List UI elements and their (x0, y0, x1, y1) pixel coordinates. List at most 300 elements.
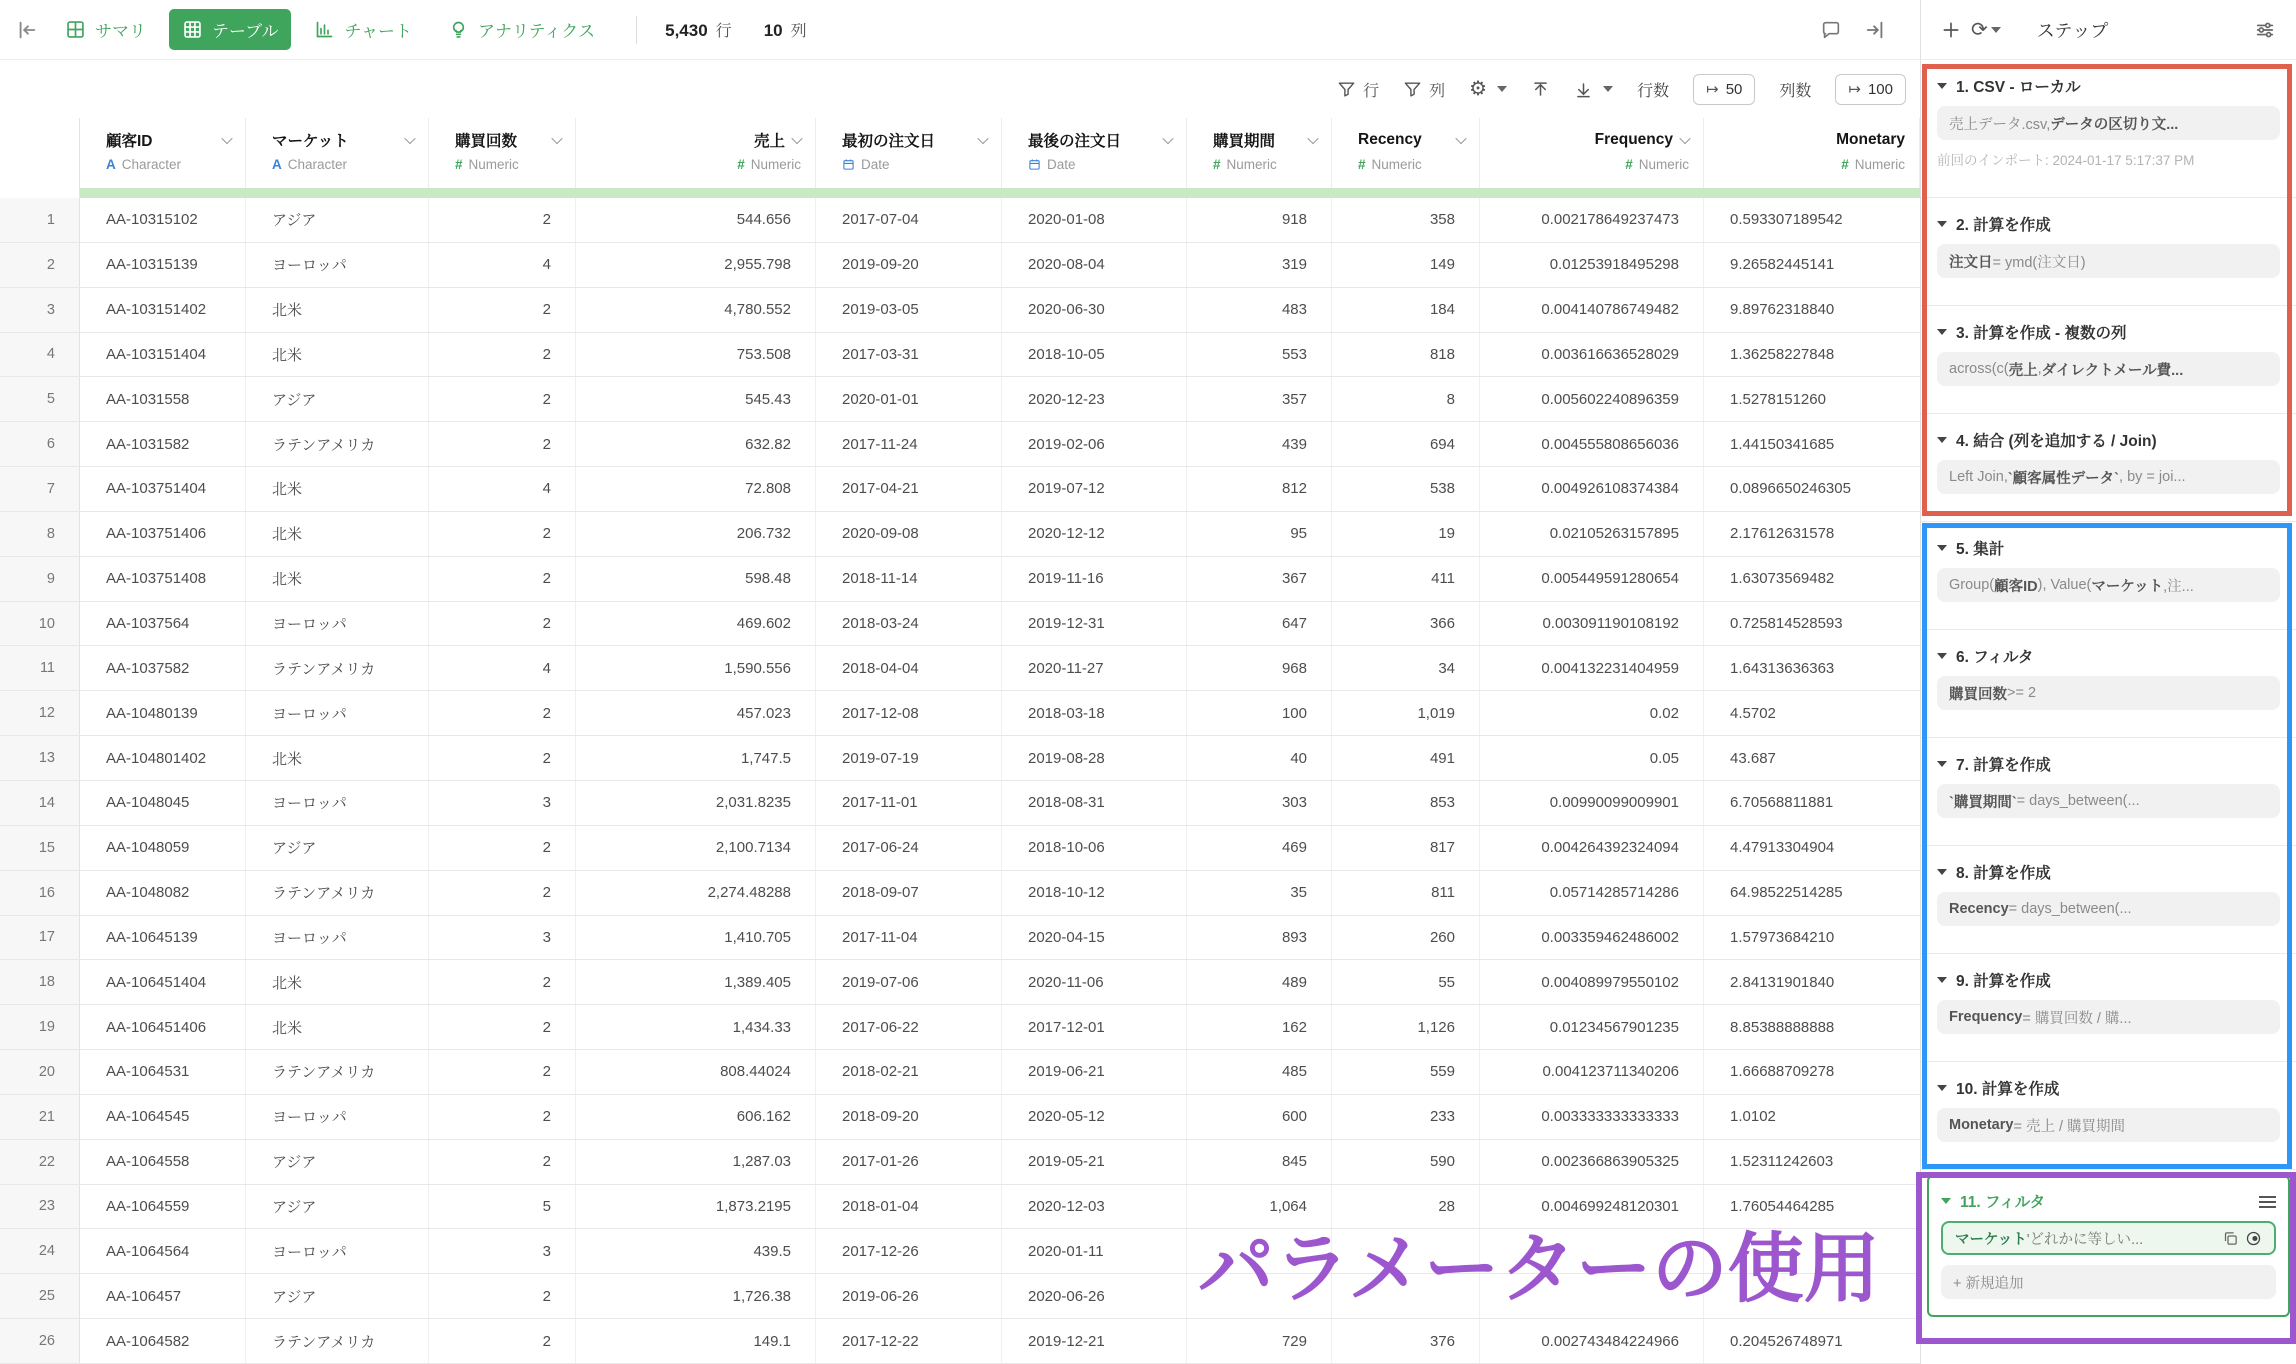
cell: 2019-03-05 (816, 288, 1002, 332)
cell: 0.204526748971 (1730, 1332, 1843, 1350)
calendar-icon (1028, 158, 1041, 171)
cell: 590 (1332, 1140, 1480, 1184)
step-expand-triangle-icon[interactable] (1937, 329, 1947, 335)
cell: 2019-07-12 (1002, 467, 1187, 511)
tab-chart[interactable] (301, 9, 425, 50)
cell (1704, 1229, 1920, 1273)
view-tabs (52, 9, 608, 50)
row-number-header (0, 118, 80, 198)
cell: 2020-01-01 (816, 377, 1002, 421)
cell: 469.602 (576, 602, 816, 646)
filter-rows-button[interactable]: 行 (1337, 78, 1379, 101)
step-pill[interactable]: 注文日 = ymd(注文日) (1937, 244, 2280, 278)
sort-chevron-icon[interactable] (1162, 133, 1173, 144)
cell: 2017-12-26 (816, 1229, 1002, 1273)
cell: 2020-11-06 (1002, 960, 1187, 1004)
step-expand-triangle-icon[interactable] (1937, 869, 1947, 875)
refresh-icon[interactable]: ⟳ (1971, 20, 2001, 40)
column-header-マーケット[interactable] (246, 118, 429, 198)
cell: ラテンアメリカ (246, 1319, 429, 1363)
cell: 2018-10-05 (1002, 333, 1187, 377)
cell: 北米 (246, 960, 429, 1004)
steps-panel-header (1920, 0, 2296, 59)
column-name-row (455, 128, 561, 152)
cell: 812 (1187, 467, 1332, 511)
column-type-label: Numeric (750, 157, 801, 172)
step-title-row (1937, 76, 2280, 96)
menu-icon[interactable] (2259, 1194, 2276, 1208)
cell: 4 (429, 243, 576, 287)
cell: 北米 (246, 557, 429, 601)
cell: ラテンアメリカ (246, 422, 429, 466)
cell: 2017-06-24 (816, 826, 1002, 870)
cell: AA-1048082 (80, 871, 246, 915)
column-name-row (1730, 128, 1905, 152)
cell: 0.0896650246305 (1730, 480, 1851, 498)
step-pill[interactable]: + 新規追加 (1941, 1265, 2276, 1299)
cell: 2020-08-04 (1002, 243, 1187, 287)
cell: AA-1048059 (80, 826, 246, 870)
table-row (0, 467, 1920, 512)
row-number-cell: 19 (0, 1005, 80, 1049)
cell: 72.808 (576, 467, 816, 511)
column-type-row (1506, 157, 1689, 172)
step-item-5[interactable] (1921, 522, 2296, 630)
table-row (0, 1185, 1920, 1230)
column-name-row (106, 128, 231, 152)
top-bar (0, 0, 2296, 60)
step-pill[interactable]: Frequency = 購買回数 / 購... (1937, 1000, 2280, 1034)
cell: 2017-12-08 (816, 691, 1002, 735)
cell: 206.732 (576, 512, 816, 556)
cell: 5 (429, 1185, 576, 1229)
cell: 2019-09-20 (816, 243, 1002, 287)
cell: 319 (1187, 243, 1332, 287)
cell: 0.005602240896359 (1480, 377, 1704, 421)
funnel-icon (1337, 80, 1356, 99)
numeric-type-icon: # (1625, 157, 1633, 172)
filter-columns-button[interactable]: 列 (1403, 78, 1445, 101)
cell: 2 (429, 602, 576, 646)
cell: 2017-01-26 (816, 1140, 1002, 1184)
step-item-8[interactable] (1921, 846, 2296, 954)
cell: 2,031.8235 (576, 781, 816, 825)
table-row (0, 512, 1920, 557)
sort-chevron-icon[interactable] (1307, 133, 1318, 144)
numeric-type-icon: # (1213, 157, 1221, 172)
column-name: マーケット (272, 133, 349, 150)
cell: 2018-10-12 (1002, 871, 1187, 915)
cell: AA-1064559 (80, 1185, 246, 1229)
column-name: Recency (1358, 131, 1422, 148)
cell: 3 (429, 1229, 576, 1273)
cell: 2 (429, 1050, 576, 1094)
column-name: 最後の注文日 (1028, 133, 1122, 150)
cell: 853 (1332, 781, 1480, 825)
character-type-icon: A (106, 157, 116, 172)
table-row (0, 557, 1920, 602)
cell: 34 (1332, 646, 1480, 690)
mapsto-icon: ↦ (1706, 81, 1719, 98)
step-pill[interactable]: 購買回数 >= 2 (1937, 676, 2280, 710)
cell: 457.023 (576, 691, 816, 735)
cell: 2018-02-21 (816, 1050, 1002, 1094)
cell: 2 (429, 422, 576, 466)
column-type-row (455, 157, 561, 172)
cell: ヨーロッパ (246, 1229, 429, 1273)
numeric-type-icon: # (1358, 157, 1366, 172)
toggle-icon[interactable] (2245, 1230, 2262, 1247)
column-type-label: Numeric (468, 157, 519, 172)
step-title: 3. 計算を作成 - 複数の列 (1956, 325, 2127, 342)
row-number-cell: 22 (0, 1140, 80, 1184)
step-title: 9. 計算を作成 (1956, 973, 2051, 990)
cell: 2019-06-26 (816, 1274, 1002, 1318)
pill-icons (2215, 1230, 2262, 1247)
step-expand-triangle-icon[interactable] (1937, 437, 1947, 443)
comment-icon[interactable] (1820, 19, 1842, 41)
step-item-10[interactable] (1921, 1062, 2296, 1170)
column-type-label: Numeric (1371, 157, 1422, 172)
column-name: 顧客ID (106, 133, 153, 150)
cell: 2 (429, 377, 576, 421)
column-header-Monetary[interactable] (1704, 118, 1920, 198)
cell (1704, 1274, 1920, 1318)
row-number-cell: 9 (0, 557, 80, 601)
row-number-cell: 6 (0, 422, 80, 466)
funnel-icon (1403, 80, 1422, 99)
cell: 0.003333333333333 (1480, 1095, 1704, 1139)
cell: 2017-04-21 (816, 467, 1002, 511)
cell: 2019-05-21 (1002, 1140, 1187, 1184)
row-number-cell: 17 (0, 916, 80, 960)
step-title: 5. 集計 (1956, 541, 2005, 558)
tab-analytics[interactable] (435, 9, 608, 50)
sort-chevron-icon[interactable] (221, 133, 232, 144)
column-header-購買期間[interactable] (1187, 118, 1332, 198)
cell: AA-103751408 (80, 557, 246, 601)
cell: 43.687 (1730, 749, 1776, 767)
cell: 2 (429, 736, 576, 780)
cell: AA-10315102 (80, 198, 246, 242)
cell (1187, 1274, 1332, 1318)
cell: 538 (1332, 467, 1480, 511)
step-pill[interactable]: Recency = days_between(... (1937, 892, 2280, 926)
column-header-Recency[interactable] (1332, 118, 1480, 198)
step-expand-triangle-icon[interactable] (1937, 1085, 1947, 1091)
sort-chevron-icon[interactable] (977, 133, 988, 144)
cell: 北米 (246, 1005, 429, 1049)
cell: 0.003359462486002 (1480, 916, 1704, 960)
cell: 2020-06-30 (1002, 288, 1187, 332)
column-type-row (1028, 157, 1172, 172)
cell: 2020-12-23 (1002, 377, 1187, 421)
gear-icon: ⚙ (1469, 78, 1488, 100)
cell: 439 (1187, 422, 1332, 466)
cell: 2 (429, 871, 576, 915)
column-name: 売上 (753, 133, 785, 150)
step-item-7[interactable] (1921, 738, 2296, 846)
cell: AA-1064564 (80, 1229, 246, 1273)
sort-chevron-icon[interactable] (1455, 133, 1466, 144)
step-pill[interactable]: Left Join, `顧客属性データ` , by = joi... (1937, 460, 2280, 494)
cell: 2017-07-04 (816, 198, 1002, 242)
cell: 260 (1332, 916, 1480, 960)
step-pill[interactable]: across(c( 売上 , ダイレクトメール費... (1937, 352, 2280, 386)
cell: 367 (1187, 557, 1332, 601)
cell: 2.17612631578 (1730, 525, 1835, 543)
cell: 2017-12-01 (1002, 1005, 1187, 1049)
tab-label: テーブル (212, 22, 279, 41)
cell: 北米 (246, 288, 429, 332)
divider (636, 16, 637, 44)
cell: 439.5 (576, 1229, 816, 1273)
cell: AA-10480139 (80, 691, 246, 735)
cell: AA-106451404 (80, 960, 246, 1004)
column-name: Frequency (1594, 131, 1673, 148)
cell: 1,590.556 (576, 646, 816, 690)
column-type-row (1358, 157, 1465, 172)
table-row (0, 377, 1920, 422)
step-item-11[interactable] (1927, 1175, 2290, 1317)
sort-chevron-icon[interactable] (1679, 133, 1690, 144)
step-pill[interactable]: Monetary = 売上 / 購買期間 (1937, 1108, 2280, 1142)
cell: 4,780.552 (576, 288, 816, 332)
column-header-最初の注文日[interactable] (816, 118, 1002, 198)
cell: 2018-09-20 (816, 1095, 1002, 1139)
upload-button[interactable] (1531, 80, 1550, 99)
sort-chevron-icon[interactable] (551, 133, 562, 144)
column-type-label: Character (121, 157, 182, 172)
step-pill[interactable]: 売上データ.csv, データの区切り文... (1937, 106, 2280, 140)
column-name-row (1213, 128, 1317, 152)
cell: ヨーロッパ (246, 691, 429, 735)
cell: 0.005449591280654 (1480, 557, 1704, 601)
cell: 40 (1187, 736, 1332, 780)
cell: 2018-11-14 (816, 557, 1002, 601)
row-number-cell: 26 (0, 1319, 80, 1363)
cell: 北米 (246, 333, 429, 377)
cell: AA-1064531 (80, 1050, 246, 1094)
column-type-label: Date (861, 157, 890, 172)
cell: 0.05714285714286 (1480, 871, 1704, 915)
cell: 2020-01-11 (1002, 1229, 1187, 1273)
cell: 0.002178649237473 (1480, 198, 1704, 242)
cell: 358 (1332, 198, 1480, 242)
step-title: 10. 計算を作成 (1956, 1081, 2060, 1098)
chevron-down-icon (1603, 86, 1613, 92)
step-expand-triangle-icon[interactable] (1937, 221, 1947, 227)
cell: 2.84131901840 (1730, 973, 1835, 991)
numeric-type-icon: # (737, 157, 745, 172)
row-number-cell: 7 (0, 467, 80, 511)
cell: 1.66688709278 (1730, 1063, 1835, 1081)
cell: 64.98522514285 (1730, 884, 1843, 902)
tab-label: アナリティクス (477, 22, 596, 41)
add-step-icon[interactable] (1941, 20, 1961, 40)
collapse-left-icon[interactable] (16, 19, 38, 41)
rows-limit-input[interactable]: ↦ 50 (1693, 74, 1755, 105)
cell: 2 (429, 288, 576, 332)
cell: 2 (429, 691, 576, 735)
cell (1187, 1229, 1332, 1273)
cell: 149 (1332, 243, 1480, 287)
step-expand-triangle-icon[interactable] (1937, 653, 1947, 659)
dimensions-readout (665, 18, 807, 41)
row-count: 5,430 (665, 21, 708, 40)
step-pill[interactable]: マーケット 'どれかに等しい... (1941, 1221, 2276, 1255)
cell: 2020-06-26 (1002, 1274, 1187, 1318)
cell: AA-103751406 (80, 512, 246, 556)
step-item-4[interactable] (1921, 414, 2296, 522)
steps-list (1921, 60, 2296, 1317)
cell: 632.82 (576, 422, 816, 466)
column-header-最後の注文日[interactable] (1002, 118, 1187, 198)
col-count: 10 (763, 21, 783, 40)
table-settings-button[interactable] (1469, 79, 1507, 99)
cell: 1.36258227848 (1730, 345, 1835, 363)
row-number-cell: 24 (0, 1229, 80, 1273)
cell: 1,873.2195 (576, 1185, 816, 1229)
cell: 0.003091190108192 (1480, 602, 1704, 646)
cell: 2020-12-12 (1002, 512, 1187, 556)
step-title: 1. CSV - ローカル (1956, 79, 2081, 96)
cell: 4.47913304904 (1730, 839, 1835, 857)
row-unit: 行 (715, 23, 732, 40)
step-pill[interactable]: `購買期間` = days_between(... (1937, 784, 2280, 818)
cell: 411 (1332, 557, 1480, 601)
tab-summary[interactable] (52, 9, 159, 50)
upload-icon (1531, 80, 1550, 99)
step-title-row (1937, 214, 2280, 234)
cell: 2018-03-18 (1002, 691, 1187, 735)
sort-chevron-icon[interactable] (404, 133, 415, 144)
cell: AA-1048045 (80, 781, 246, 825)
cell: 184 (1332, 288, 1480, 332)
copy-icon[interactable] (2223, 1231, 2238, 1246)
cell: 2020-05-12 (1002, 1095, 1187, 1139)
step-item-9[interactable] (1921, 954, 2296, 1062)
step-expand-triangle-icon[interactable] (1937, 545, 1947, 551)
cell: 893 (1187, 916, 1332, 960)
cols-limit-input[interactable]: ↦ 100 (1835, 74, 1906, 105)
table-row (0, 646, 1920, 691)
row-number-cell: 14 (0, 781, 80, 825)
row-number-cell: 16 (0, 871, 80, 915)
step-title-row (1937, 1078, 2280, 1098)
cell: 95 (1187, 512, 1332, 556)
table-row (0, 871, 1920, 916)
cell: ヨーロッパ (246, 243, 429, 287)
row-number-cell: 18 (0, 960, 80, 1004)
row-number-cell: 4 (0, 333, 80, 377)
column-header-売上[interactable] (576, 118, 816, 198)
cell: 2019-11-16 (1002, 557, 1187, 601)
column-type-label: Numeric (1638, 157, 1689, 172)
cell: 2,274.48288 (576, 871, 816, 915)
table-icon (182, 19, 203, 40)
collapse-right-icon[interactable] (1864, 19, 1886, 41)
character-type-icon: A (272, 157, 282, 172)
column-name: Monetary (1836, 131, 1905, 148)
cell: 4 (429, 646, 576, 690)
cell: 2019-06-21 (1002, 1050, 1187, 1094)
step-title: 7. 計算を作成 (1956, 757, 2051, 774)
cell (1480, 1274, 1704, 1318)
cell: 2019-08-28 (1002, 736, 1187, 780)
step-item-1[interactable] (1921, 60, 2296, 198)
sliders-icon[interactable] (2254, 19, 2276, 41)
row-number-cell: 25 (0, 1274, 80, 1318)
column-header-顧客ID[interactable] (80, 118, 246, 198)
step-title-row (1937, 970, 2280, 990)
tab-table[interactable] (169, 9, 291, 50)
cell: AA-1064558 (80, 1140, 246, 1184)
chevron-down-icon (1497, 86, 1507, 92)
download-button[interactable] (1574, 80, 1613, 99)
cell: ラテンアメリカ (246, 871, 429, 915)
rows-limit-label: 行数 (1637, 82, 1670, 100)
header-accent-strip (80, 188, 1920, 198)
table-row (0, 1005, 1920, 1050)
chart-icon (314, 19, 335, 40)
column-name: 最初の注文日 (842, 133, 936, 150)
top-bar-left (0, 0, 1920, 59)
cell: 1.57973684210 (1730, 928, 1835, 946)
cell: 303 (1187, 781, 1332, 825)
mapsto-icon: ↦ (1848, 81, 1861, 98)
cell: AA-1037582 (80, 646, 246, 690)
step-item-2[interactable] (1921, 198, 2296, 306)
sort-chevron-icon[interactable] (791, 133, 802, 144)
cell: 233 (1332, 1095, 1480, 1139)
tab-label: チャート (344, 22, 412, 41)
column-header-購買回数[interactable] (429, 118, 576, 198)
column-type-row (1213, 157, 1317, 172)
column-name-row (1506, 128, 1689, 152)
cell: 9.26582445141 (1730, 256, 1835, 274)
cell: 469 (1187, 826, 1332, 870)
cell: 2018-10-06 (1002, 826, 1187, 870)
cell: 1,389.405 (576, 960, 816, 1004)
cell: 2 (429, 1319, 576, 1363)
step-title: 2. 計算を作成 (1956, 217, 2051, 234)
row-number-cell: 10 (0, 602, 80, 646)
step-expand-triangle-icon[interactable] (1937, 761, 1947, 767)
step-item-6[interactable] (1921, 630, 2296, 738)
step-title-row (1937, 862, 2280, 882)
step-title-row (1937, 322, 2280, 342)
step-expand-triangle-icon[interactable] (1941, 1198, 1951, 1204)
cell: 2019-02-06 (1002, 422, 1187, 466)
cell: 694 (1332, 422, 1480, 466)
step-item-3[interactable] (1921, 306, 2296, 414)
cell: 808.44024 (576, 1050, 816, 1094)
cell: 1,019 (1332, 691, 1480, 735)
step-expand-triangle-icon[interactable] (1937, 977, 1947, 983)
column-header-Frequency[interactable] (1480, 118, 1704, 198)
cell: 0.004926108374384 (1480, 467, 1704, 511)
cell: 28 (1332, 1185, 1480, 1229)
cell: ヨーロッパ (246, 916, 429, 960)
cell: 553 (1187, 333, 1332, 377)
column-type-label: Numeric (1226, 157, 1277, 172)
step-expand-triangle-icon[interactable] (1937, 83, 1947, 89)
column-type-row (602, 157, 801, 172)
cell: 1,434.33 (576, 1005, 816, 1049)
cell: 0.004123711340206 (1480, 1050, 1704, 1094)
step-pill[interactable]: Group( 顧客ID ), Value( マーケット ,注... (1937, 568, 2280, 602)
